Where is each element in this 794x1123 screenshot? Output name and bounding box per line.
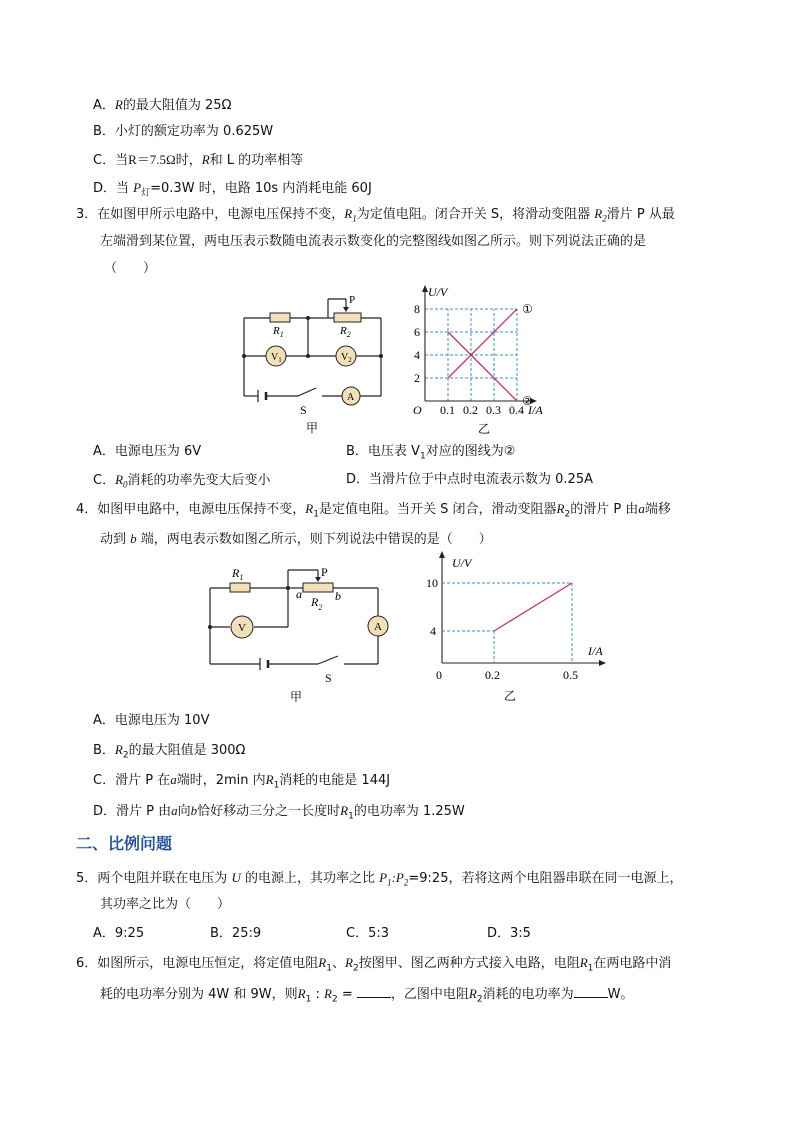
q3-rheostat-r2 — [334, 307, 361, 322]
q5-stem-line2: 其功率之比为（ ） — [100, 897, 231, 912]
q4-x-tick-label: 0.2 — [485, 668, 500, 682]
q4-y-axis-label: U/V — [452, 556, 472, 570]
q3-x-axis-label: I/A — [528, 403, 543, 417]
q6-blank-2[interactable] — [574, 985, 608, 998]
q3-label-r1: $R_1$ — [273, 325, 284, 339]
q4-rheostat-r2 — [303, 577, 333, 592]
q3-resistor-r1 — [270, 313, 290, 322]
q3-label-v1: $V_1$ — [271, 352, 282, 364]
q4-stem-line1: 4．如图甲电路中，电源电压保持不变，$R_1$是定值电阻。当开关 S 闭合，滑动变阻器$R_2$的滑片 P 由a端移 — [76, 501, 671, 520]
q4-option-a: A．电源电压为 10V — [93, 713, 210, 728]
q3-y-tick-label: 2 — [414, 371, 420, 385]
q3-x-tick-label: 0.1 — [440, 403, 455, 417]
q2-option-c: C．当R＝7.5Ω时，R和 L 的功率相等 — [93, 152, 304, 168]
q3-label-a: A — [347, 392, 355, 403]
q4-label-r2: $R_2$ — [311, 595, 323, 612]
q3-option-c: C．$R_0$消耗的功率先变大后变小 — [93, 472, 271, 490]
q3-y-axis-label: U/V — [428, 285, 448, 299]
q3-graph — [404, 282, 564, 442]
q4-resistor-r1 — [230, 583, 250, 592]
q3-series-line — [448, 332, 517, 401]
q3-answer-paren: （ ） — [104, 261, 157, 276]
q4-option-d: D．滑片 P 由a向b恰好移动三分之一长度时$R_1$的电功率为 1.25W — [93, 803, 465, 822]
q3-origin-label: O — [413, 403, 422, 417]
q4-origin-label: 0 — [436, 668, 442, 682]
q4-x-axis-label: I/A — [588, 644, 603, 658]
q2-option-a: A．R的最大阻值为 25Ω — [93, 97, 232, 113]
q4-x-tick-label: 0.5 — [563, 668, 578, 682]
q3-y-tick-label: 6 — [414, 325, 420, 339]
q4-graph — [418, 552, 603, 712]
q4-label-b-end: b — [335, 589, 341, 603]
q3-battery — [258, 390, 266, 402]
q4-circuit-diagram — [202, 560, 402, 710]
q4-label-p: P — [321, 565, 328, 579]
q3-label-p: P — [349, 294, 356, 306]
q4-label-s: S — [325, 671, 332, 685]
q3-label-s: S — [300, 403, 307, 417]
q3-option-d: D．当滑片位于中点时电流表示数为 0.25A — [346, 472, 593, 487]
q6-stem-line2: 耗的电功率分别为 4W 和 9W，则$R_1$ : $R_2$ = ，乙图中电阻$R_2$消耗的电功率为 W。 — [100, 986, 634, 1005]
q3-series-label: ② — [522, 394, 533, 408]
q5-option-c: C．5:3 — [346, 926, 389, 941]
q4-stem-line2: 动到 b 端，两电表示数如图乙所示，则下列说法中错误的是（ ） — [100, 531, 492, 547]
q2-option-d: D．当 $P_灯=0.3W$ 时，电路 10s 内消耗电能 60J — [93, 180, 372, 199]
q4-label-r1: $R_1$ — [232, 566, 244, 582]
q4-y-tick-label: 10 — [426, 576, 438, 590]
q4-y-tick-label: 4 — [430, 624, 436, 638]
q4-label-v: V — [238, 622, 246, 634]
q4-series-line — [494, 583, 572, 631]
q3-series-line — [448, 309, 517, 378]
q3-label-r2: $R_2$ — [340, 325, 351, 339]
q5-stem-line1: 5．两个电阻并联在电压为 U 的电源上，其功率之比 $P_1:P_2=9:25$，若将这两个电阻器串联在同一电源上， — [76, 870, 683, 888]
q3-circuit-diagram — [236, 290, 386, 440]
q4-option-c: C．滑片 P 在a端时，2min 内$R_1$消耗的电能是 144J — [93, 772, 391, 791]
q3-option-b: B．电压表 $V_1$对应的图线为② — [346, 444, 516, 462]
q5-option-a: A．9:25 — [93, 926, 145, 941]
q4-label-am: A — [374, 621, 382, 633]
q3-caption-yi: 乙 — [478, 422, 491, 436]
q3-series-label: ① — [522, 302, 533, 316]
section-heading: 二、比例问题 — [76, 834, 173, 853]
q3-y-tick-label: 4 — [414, 348, 420, 362]
q3-x-tick-label: 0.4 — [509, 403, 524, 417]
q3-x-tick-label: 0.3 — [486, 403, 501, 417]
q6-stem-line1: 6．如图所示，电源电压恒定，将定值电阻$R_1$、$R_2$按图甲、图乙两种方式接入电路，电阻$R_1$在两电路中消 — [76, 955, 672, 974]
q4-x-arrow — [599, 660, 606, 666]
q3-y-tick-label: 8 — [414, 302, 420, 316]
q3-caption-jia: 甲 — [306, 421, 319, 435]
q3-x-tick-label: 0.2 — [463, 403, 478, 417]
q3-stem-line1: 3．在如图甲所示电路中，电源电压保持不变，$R_1$为定值电阻。闭合开关 S，将滑动变阻器 $R_2$滑片 P 从最 — [76, 206, 675, 224]
q2-option-b: B．小灯的额定功率为 0.625W — [93, 124, 274, 139]
q4-battery — [260, 658, 268, 670]
q4-y-arrow — [439, 551, 445, 558]
q4-label-a-end: a — [296, 587, 302, 601]
q4-caption-yi: 乙 — [504, 689, 517, 703]
q4-caption-jia: 甲 — [290, 690, 303, 704]
q6-blank-1[interactable] — [357, 985, 391, 998]
q5-option-d: D．3:5 — [487, 926, 531, 941]
q3-stem-line2: 左端滑到某位置，两电压表示数随电流表示数变化的完整图线如图乙所示。则下列说法正确的是 — [100, 234, 647, 249]
q4-option-b: B．$R_2$的最大阻值是 300Ω — [93, 742, 246, 761]
q5-option-b: B．25:9 — [210, 926, 262, 941]
q3-option-a: A．电源电压为 6V — [93, 444, 202, 459]
q3-label-v2: $V_2$ — [341, 352, 352, 364]
